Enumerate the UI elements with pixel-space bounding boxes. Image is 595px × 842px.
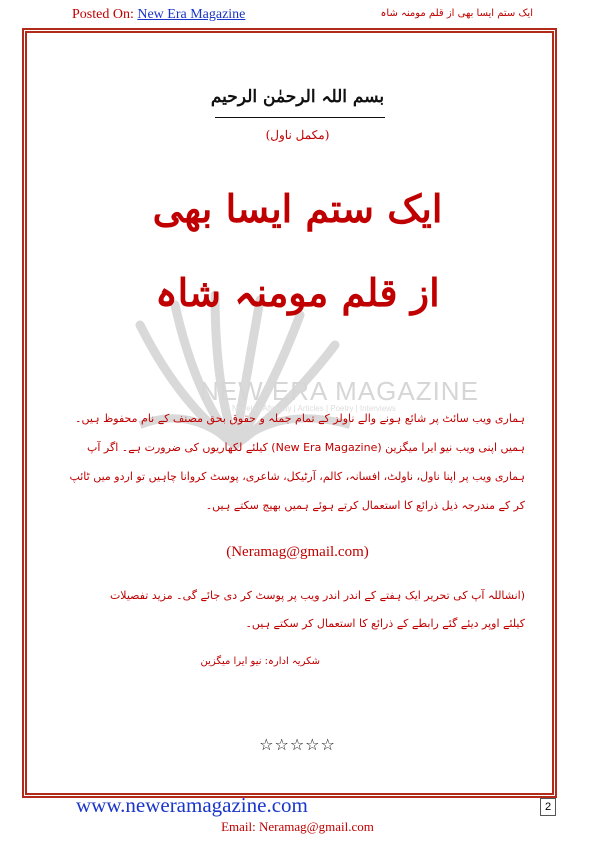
posted-on-header <box>72 7 245 23</box>
author-name: از قلم مومنہ شاہ <box>155 270 440 315</box>
thanks-signature: شکریہ ادارہ: نیو ایرا میگزین <box>200 656 320 667</box>
contact-email[interactable]: (Neramag@gmail.com) <box>226 544 369 560</box>
magazine-link[interactable]: New Era Magazine <box>137 7 246 22</box>
star-divider: ☆☆☆☆☆ <box>259 735 336 754</box>
posted-on-label: Posted On: <box>72 7 134 22</box>
novel-title: ایک ستم ایسا بھی <box>152 186 443 231</box>
notice-paragraph: (انشاللہ آپ کی تحریر ایک ہفتے کے اندر اندر ویب پر پوسٹ کر دی جائے گی۔ مزید تفصیلات کیلئے اوپر دیئے گئے رابطے کے ذرائع کا استعمال کر سکتے ہیں۔ <box>109 589 525 630</box>
website-link[interactable]: www.neweramagazine.com <box>76 793 308 817</box>
running-title: ایک ستم ایسا بھی از قلم مومنہ شاہ <box>380 8 533 19</box>
footer-email[interactable]: Email: Neramag@gmail.com <box>221 819 374 834</box>
watermark-text: NEW ERA MAGAZINE <box>200 376 479 406</box>
heading-underline <box>215 117 385 118</box>
novel-type-label: (مکمل ناول) <box>265 128 330 142</box>
bismillah-heading: بسم اللہ الرحمٰن الرحیم <box>210 87 385 107</box>
intro-paragraph: ہماری ویب سائٹ پر شائع ہونے والے ناولز کے تمام جملہ و حقوق بحق مصنف کے نام محفوظ ہیں۔ ہمیں اپنی ویب نیو ایرا میگزین (New Era Magazine) کیلئے لکھاریوں کی ضرورت ہے۔ اگر آپ ہماری ویب پر اپنا ناول، ناولٹ، افسانہ، کالم، آرٹیکل، شاعری، پوسٹ کروانا چاہیں تو اردو میں ٹائپ کر کے مندرجہ ذیل ذرائع کا استعمال کرتے ہوئے ہمیں بھیج سکتے ہیں۔ <box>69 412 525 512</box>
page-number: 2 <box>540 798 556 816</box>
watermark-subtext: Novels | Afsanay | Articles | Poetry | Interviews <box>232 404 396 413</box>
